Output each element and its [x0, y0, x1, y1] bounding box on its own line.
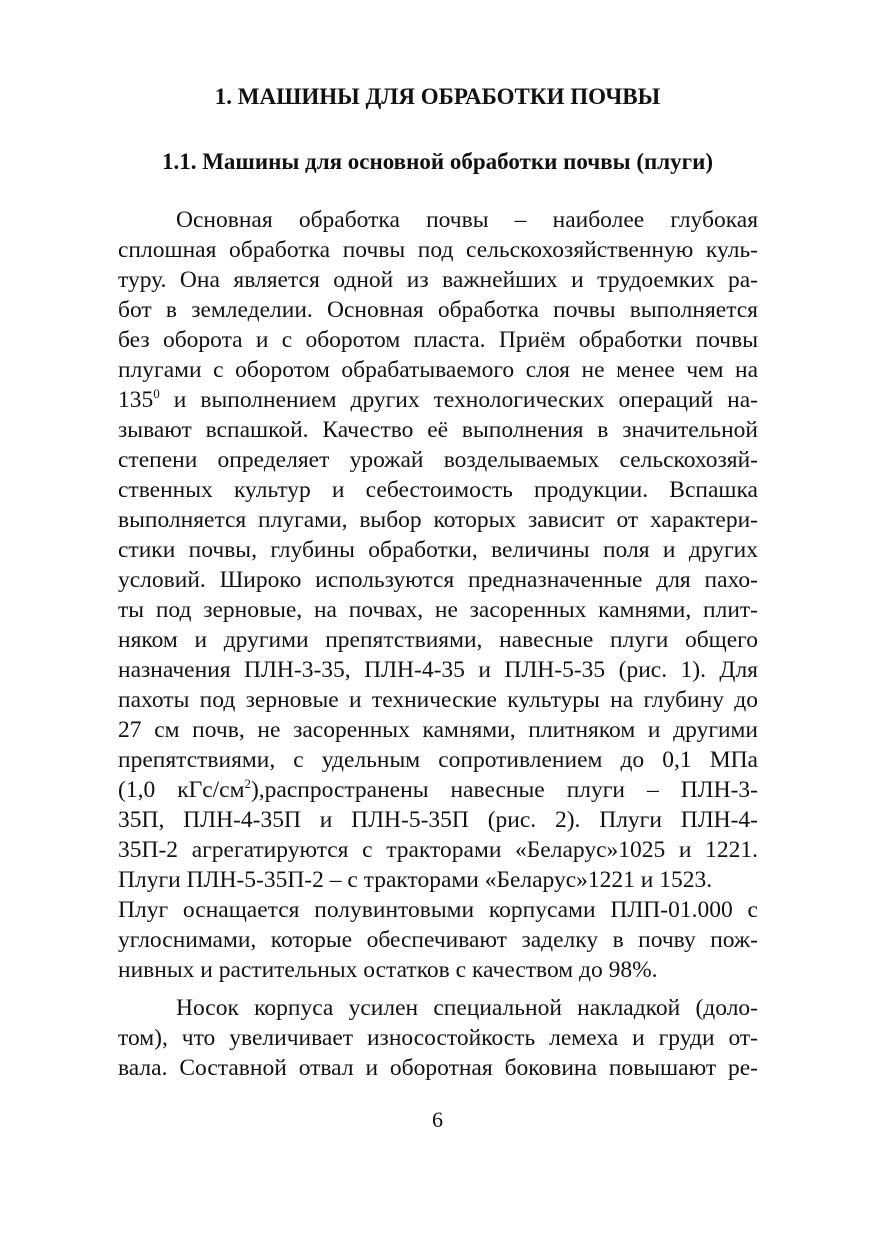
square-superscript: 2 — [244, 776, 251, 791]
text-line: препятствиями, с удельным сопротивлением до 0,1 МПа — [118, 747, 758, 773]
text-line: Носок корпуса усилен специальной накладкой (доло- — [176, 995, 758, 1021]
text-line: без оборота и с оборотом пласта. Приём обработки почвы — [118, 327, 758, 353]
section-title: 1.1. Машины для основной обработки почвы (плуги) — [161, 149, 714, 174]
text-line: стики почвы, глубины обработки, величины поля и других — [118, 537, 758, 563]
text-line: ственных культур и себестоимость продукции. Вспашка — [118, 477, 758, 503]
paragraph — [118, 993, 758, 1083]
text-line: условий. Широко используются предназначенные для пахо- — [118, 567, 758, 593]
text-line: туру. Она является одной из важнейших и трудоемких ра- — [118, 267, 758, 293]
text-line — [118, 775, 758, 805]
paragraph-gap — [118, 985, 758, 993]
page-number: 6 — [432, 1107, 443, 1132]
text-line: выполняется плугами, выбор которых зависит от характери- — [118, 507, 758, 533]
text-line: том), что увеличивает износостойкость лемеха и груди от- — [118, 1025, 758, 1051]
text-segment: 135 — [118, 387, 154, 413]
text-line: 27 см почв, не засоренных камнями, плитняком и другими — [118, 717, 758, 743]
text-line: нивных и растительных остатков с качеством до 98%. — [118, 957, 658, 983]
text-line: сплошная обработка почвы под сельскохозяйственную куль- — [118, 237, 758, 263]
text-line: Плуги ПЛН-5-35П-2 – с тракторами «Беларус»1221 и 1523. — [118, 867, 713, 893]
text-segment: (1,0 кГс/см — [118, 777, 245, 803]
text-line: Плуг оснащается полувинтовыми корпусами ПЛП-01.000 с — [118, 897, 758, 923]
paragraph — [118, 205, 758, 985]
text-line: углоснимами, которые обеспечивают заделку в почву пож- — [118, 927, 758, 953]
degree-superscript: 0 — [153, 386, 160, 401]
body-text — [118, 205, 758, 1083]
text-line: степени определяет урожай возделываемых сельскохозяй- — [118, 447, 758, 473]
text-line: плугами с оборотом обрабатываемого слоя не менее чем на — [118, 357, 758, 383]
text-line: бот в земледелии. Основная обработка почвы выполняется — [118, 297, 758, 323]
text-line: няком и другими препятствиями, навесные плуги общего — [118, 627, 758, 653]
text-line: вала. Составной отвал и оборотная боковина повышают ре- — [118, 1055, 758, 1081]
text-line: 35П, ПЛН-4-35П и ПЛН-5-35П (рис. 2). Плуги ПЛН-4- — [118, 807, 758, 833]
text-line: Основная обработка почвы – наиболее глубокая — [176, 207, 758, 233]
text-line — [118, 385, 758, 415]
text-line: назначения ПЛН-3-35, ПЛН-4-35 и ПЛН-5-35 (рис. 1). Для — [118, 657, 758, 683]
text-line: зывают вспашкой. Качество её выполнения в значительной — [118, 417, 758, 443]
text-segment: ),распространены навесные плуги – ПЛН-3- — [250, 777, 758, 803]
text-line: 35П-2 агрегатируются с тракторами «Беларус»1025 и 1221. — [118, 837, 758, 863]
chapter-title: 1. МАШИНЫ ДЛЯ ОБРАБОТКИ ПОЧВЫ — [214, 84, 661, 109]
text-line: пахоты под зерновые и технические культуры на глубину до — [118, 687, 758, 713]
text-segment: и выполнением других технологических операций на- — [173, 387, 759, 413]
text-line: ты под зерновые, на почвах, не засоренных камнями, плит- — [118, 597, 758, 623]
